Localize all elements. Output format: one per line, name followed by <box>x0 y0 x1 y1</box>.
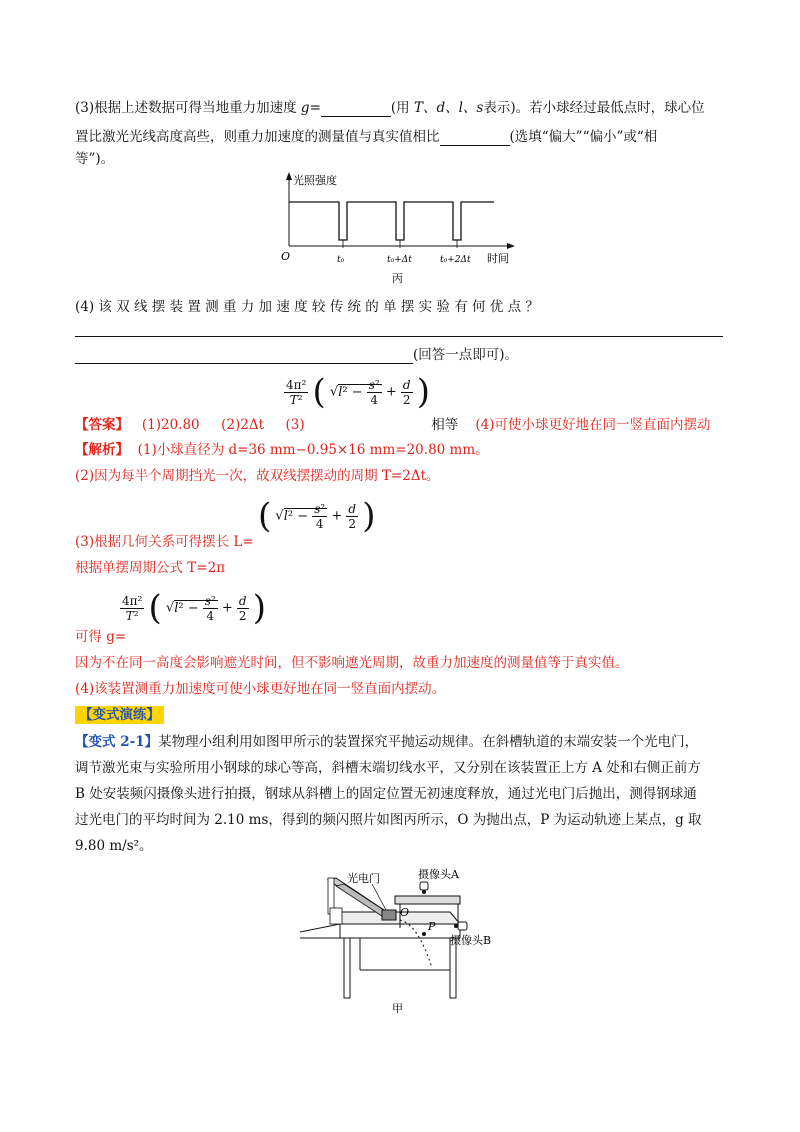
tick-t0: t₀ <box>337 255 345 265</box>
y-axis-label: 光照强度 <box>293 174 337 187</box>
analysis-line-3: (3)根据几何关系可得摆长 L= <box>75 534 254 550</box>
analysis-line-4: 根据单摆周期公式 T=2π <box>75 560 226 576</box>
x-axis-arrow <box>507 243 515 249</box>
label-photogate: 光电门 <box>347 872 380 885</box>
variant-line-2: 调节激光束与实验所用小钢球的球心等高，斜槽末端切线水平，又分别在该装置正上方 A 处和右侧正前方 <box>75 760 701 776</box>
label-o: O <box>400 906 410 919</box>
answer-blank-compare <box>440 131 510 146</box>
analysis-tag: 【解析】 <box>75 442 129 458</box>
tick-t0-plus-dt: t₀+Δt <box>387 255 412 265</box>
tick-t0-plus-2dt: t₀+2Δt <box>440 255 471 265</box>
ball-p <box>422 932 426 936</box>
answer-line <box>75 416 711 434</box>
label-camera-a: 摄像头A <box>418 868 459 881</box>
variant-line-3: B 处安装频闪摄像头进行拍摄，钢球从斜槽上的固定位置无初速度释放，通过光电门后抛出，测得钢球通 <box>75 786 697 802</box>
section-title: 【变式演练】 <box>75 706 164 724</box>
q4-answer-line-1 <box>75 336 723 337</box>
answer-part-4: (4)可使小球更好地在同一竖直面内摆动 <box>475 417 711 433</box>
q3-text-e: (选填“偏大”“偏小”或“相 <box>509 129 658 145</box>
variant-tag: 【变式 2-1】 <box>75 734 159 750</box>
q4-suffix: (回答一点即可)。 <box>413 347 519 363</box>
answer-blank-g <box>321 102 391 117</box>
answer-tag: 【答案】 <box>75 417 129 433</box>
analysis-formula-L: ( √l² − $\frac{\text{s²}}{4}$ + $\frac{d}{2}$ ) <box>258 496 376 536</box>
apparatus-figure <box>300 868 510 1018</box>
analysis-formula-g: $\frac{\text{4π²}}{\text{T²}}$ ( √l² − $\frac{\text{s²}}{4}$ + $\frac{d}{2}$ ) <box>122 588 266 628</box>
origin-label: O <box>281 250 291 263</box>
q4-answer-line-2 <box>75 349 413 364</box>
signal-waveform <box>289 202 494 240</box>
q3-text-d: 置比激光光线高度高些，则重力加速度的测量值与真实值相比 <box>75 129 440 145</box>
analysis-line-7: (4)该装置测重力加速度可使小球更好地在同一竖直面内摆动。 <box>75 681 446 697</box>
y-axis-arrow <box>286 172 292 180</box>
camera-stand <box>395 896 460 904</box>
analysis-line-6: 因为不在同一高度会影响遮光时间，但不影响遮光周期，故重力加速度的测量值等于真实值。 <box>75 655 629 671</box>
variant-text-1: 某物理小组利用如图甲所示的装置探究平抛运动规律。在斜槽轨道的末端安装一个光电门， <box>158 734 699 750</box>
q3-line-1: (3)根据上述数据可得当地重力加速度 g= (用 T、d、l、s表示)。若小球经过最低点时，球心位 <box>75 100 705 116</box>
q3-text-b: (用 <box>390 100 414 116</box>
q4-line-1: (4) 该 双 线 摆 装 置 测 重 力 加 速 度 较 传 统 的 单 摆 实 验 有 何 优 点 ？ <box>75 299 539 315</box>
analysis-text-1: (1)小球直径为 d=36 mm−0.95×16 mm=20.80 mm。 <box>137 442 489 458</box>
answer-part-2: (2)2Δt <box>221 417 265 433</box>
table-leg-right <box>450 938 456 998</box>
figure-caption-bing: 丙 <box>392 272 403 285</box>
q4-line-3 <box>75 346 518 364</box>
table-leg-left <box>344 938 350 998</box>
variant-line-5: 9.80 m/s²。 <box>75 838 153 854</box>
section-header <box>75 706 164 724</box>
analysis-line-2: (2)因为每半个周期挡光一次，故双线摆摆动的周期 T=2Δt。 <box>75 468 440 484</box>
variant-line-4: 过光电门的平均时间为 2.10 ms，得到的频闪照片如图丙所示，O 为抛出点，P 为运动轨迹上某点，g 取 <box>75 812 702 828</box>
light-intensity-figure <box>275 168 525 290</box>
answer-part-1: (1)20.80 <box>141 417 200 433</box>
q3-line-2 <box>75 128 657 146</box>
q3-text-a: (3)根据上述数据可得当地重力加速度 <box>75 100 301 116</box>
answer-part-3: (3) <box>285 417 305 433</box>
q3-line-3: 等”)。 <box>75 151 115 167</box>
camera-a-icon <box>420 882 428 890</box>
camera-b-icon <box>458 922 467 930</box>
photogate <box>382 910 396 920</box>
analysis-line-1 <box>75 441 489 459</box>
answer-part-3b: 相等 <box>431 417 459 433</box>
figure-caption-jia: 甲 <box>392 1002 403 1015</box>
label-p: P <box>428 920 436 933</box>
x-axis-label: 时间 <box>487 252 509 265</box>
q3-vars: T、d、l、s <box>413 100 484 116</box>
variant-line-1 <box>75 733 698 751</box>
analysis-line-5: 可得 g= <box>75 629 127 645</box>
label-camera-b: 摄像头B <box>450 934 492 947</box>
q3-text-c: 表示)。若小球经过最低点时，球心位 <box>483 100 705 116</box>
answer-formula-g: $\frac{\text{4π²}}{\text{T²}}$ ( √l² − $\frac{\text{s²}}{4}$ + $\frac{d}{2}$ ) <box>286 372 430 412</box>
